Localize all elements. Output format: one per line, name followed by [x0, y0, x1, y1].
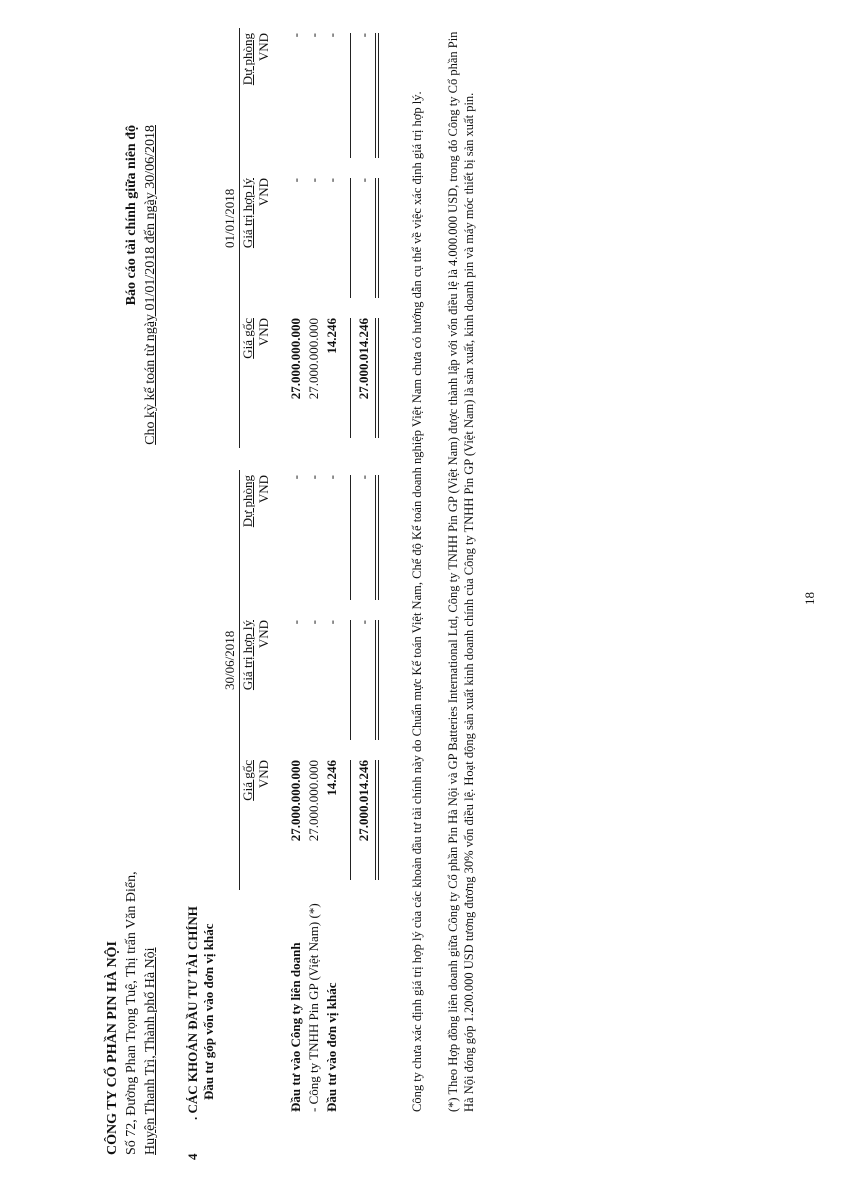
table-cell: -: [288, 475, 303, 480]
page-number: 18: [802, 592, 817, 605]
period-header-2: 01/01/2018: [222, 188, 237, 248]
note-fair-value: Công ty chưa xác định giá trị hợp lý của các khoản đầu tư tài chính này do Chuẩn mực Kế toán Việt Nam, Chế độ Kế toán doanh nghiệp Việt Nam chưa có hướng dẫn cụ thể về việc xác định giá trị hợp lý.: [410, 91, 424, 1112]
row-label-other-investment: Đầu tư vào đơn vị khác: [324, 982, 339, 1112]
address-line-1: Số 72, Đường Phan Trọng Tuệ, Thị trấn Văn Điển,: [124, 871, 139, 1155]
unit-provision-1: VND: [256, 475, 271, 504]
table-cell: -: [306, 178, 321, 183]
table-cell: 27.000.000.000: [306, 760, 321, 842]
table-cell: -: [306, 33, 321, 38]
total-rule-bottom: [378, 475, 379, 600]
col-header-cost-1: Giá gốc: [240, 760, 255, 801]
total-rule-bottom: [375, 33, 376, 158]
table-cell: -: [324, 620, 339, 625]
section-number: 4: [185, 1153, 200, 1160]
section-title: . CÁC KHOẢN ĐẦU TƯ TÀI CHÍNH: [185, 906, 200, 1120]
table-cell: 14.246: [324, 760, 339, 796]
total-rule-top: [350, 760, 351, 880]
table-cell: -: [306, 620, 321, 625]
row-label-gp-vietnam: - Công ty TNHH Pin GP (Việt Nam) (*): [306, 903, 321, 1112]
table-cell: -: [324, 178, 339, 183]
unit-cost-1: VND: [256, 760, 271, 789]
note-joint-venture: (*) Theo Hợp đồng liên doanh giữa Công ty Cổ phần Pin Hà Nội và GP Batteries International Ltd, Công ty TNHH Pin GP (Việt Nam) được thành lập với vốn điều lệ là 4.000.000 USD, trong đó Công ty Cổ phần Pin Hà Nội đóng góp 1.200.000 USD tương đương 30% vốn điều lệ. Hoạt động sản xuất kinh doanh chính của Công ty TNHH Pin GP (Việt Nam) là sản xuất, kinh doanh pin và máy móc thiết bị sản xuất pin.: [446, 31, 476, 1112]
table-cell: 27.000.000.000: [288, 318, 303, 400]
total-rule-top: [350, 318, 351, 438]
table-cell: -: [324, 33, 339, 38]
total-rule-bottom: [378, 33, 379, 158]
total-rule-top: [350, 178, 351, 298]
table-cell: -: [288, 620, 303, 625]
unit-fair-value-1: VND: [256, 620, 271, 649]
table-cell: -: [306, 475, 321, 480]
col-header-provision-1: Dự phòng: [240, 475, 255, 528]
total-fair-value-2: -: [356, 178, 371, 183]
table-cell: -: [288, 178, 303, 183]
total-rule-top: [350, 620, 351, 740]
total-rule-top: [350, 33, 351, 158]
total-rule-bottom: [375, 475, 376, 600]
period-header-1: 30/06/2018: [222, 630, 237, 690]
table-cell: 27.000.000.000: [288, 760, 303, 842]
total-rule-bottom: [375, 620, 376, 740]
table-cell: 14.246: [324, 318, 339, 354]
total-rule-bottom: [378, 620, 379, 740]
total-cost-2: 27.000.014.246: [356, 318, 371, 400]
total-rule-top: [350, 475, 351, 600]
col-header-cost-2: Giá gốc: [240, 318, 255, 359]
unit-provision-2: VND: [256, 33, 271, 62]
total-rule-bottom: [378, 178, 379, 298]
row-label-jv-investment: Đầu tư vào Công ty liên doanh: [288, 942, 303, 1112]
company-name: CÔNG TY CỔ PHẦN PIN HÀ NỘI: [105, 941, 120, 1155]
col-header-fair-value-1: Giá trị hợp lý: [240, 620, 255, 691]
table-cell: -: [324, 475, 339, 480]
total-rule-bottom: [375, 178, 376, 298]
total-provision-2: -: [356, 33, 371, 38]
total-provision-1: -: [356, 475, 371, 480]
table-cell: 27.000.000.000: [306, 318, 321, 400]
col-header-provision-2: Dự phòng: [240, 33, 255, 86]
total-rule-bottom: [378, 318, 379, 438]
total-rule-bottom: [375, 760, 376, 880]
total-rule-bottom: [378, 760, 379, 880]
total-cost-1: 27.000.014.246: [356, 760, 371, 842]
address-line-2: Huyện Thanh Trì, Thành phố Hà Nội: [143, 947, 158, 1155]
total-rule-bottom: [375, 318, 376, 438]
col-header-fair-value-2: Giá trị hợp lý: [240, 178, 255, 249]
total-fair-value-1: -: [356, 620, 371, 625]
unit-cost-2: VND: [256, 318, 271, 347]
section-subtitle: Đầu tư góp vốn vào đơn vị khác: [201, 923, 216, 1100]
table-cell: -: [288, 33, 303, 38]
report-title: Báo cáo tài chính giữa niên độ: [124, 125, 139, 306]
report-period: Cho kỳ kế toán từ ngày 01/01/2018 đến ngày 30/06/2018: [143, 125, 158, 445]
unit-fair-value-2: VND: [256, 178, 271, 207]
